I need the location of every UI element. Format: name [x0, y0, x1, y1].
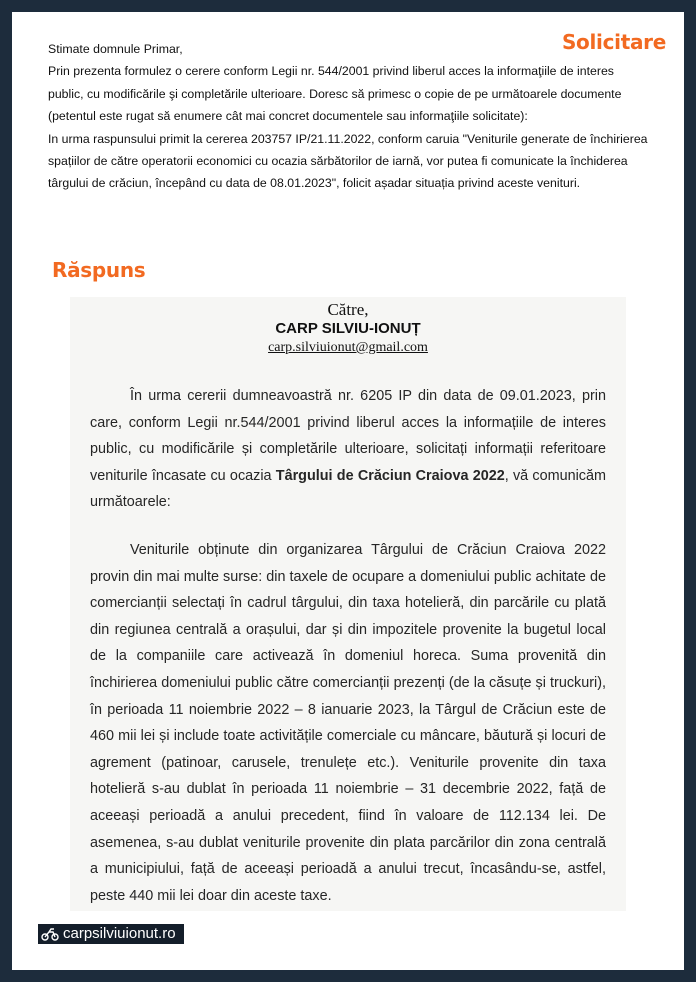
recipient-email [70, 338, 626, 358]
request-text-block [48, 38, 648, 195]
site-domain: carpsilviuionut.ro [63, 925, 176, 942]
response-intro-text: În urma cererii dumneavoastră nr. 6205 IP din data de 09.01.2023, prin care, conform Legii nr.544/2001 privind liberul acces la informațiile de interes public, cu modificările și completările ulterioare, solicitați informații referitoare veniturile încasate cu ocazia [90, 388, 606, 484]
request-salutation: Stimate domnule Primar, [48, 42, 183, 56]
request-section-label: Solicitare [561, 30, 666, 54]
response-revenue-text: Veniturile obținute din organizarea Târgului de Crăciun Craiova 2022 provin din mai multe surse: din taxele de ocupare a domeniului public achitate de comercianții selectați în cadrul târgului, din taxa hotelieră, din parcările cu plată din regiunea centrală a orașului, dar și din impozitele provenite la bugetul local de la companiile care activează în domeniul horeca. Suma provenită din închirierea domeniului public către comercianții prezenți (de la căsuțe și truckuri), în perioada 11 noiembrie 2022 – 8 ianuarie 2023, la Târgul de Crăciun este de 460 mii lei și include toate activitățile comerciale cu mâncare, băutură și locuri de agrement (patinoar, caruselе, trenulețe etc.). Veniturile provenite din taxa hotelieră s-au dublat în perioada 11 noiembrie – 31 decembrie 2022, față de aceeași perioadă a anului precedent, fiind în valoare de 112.134 lei. De asemenea, s-au dublat veniturile provenite din plata parcărilor din zona centrală a municipiului, față de aceeași perioadă a anului trecut, încasându-se, astfel, peste 440 mii lei doar din aceste taxe. [90, 542, 606, 904]
request-paragraph-details: In urma raspunsului primit la cererea 203757 IP/21.11.2022, conform caruia "Veniturile generate de închirierea spațiilor de către operatorii economici cu ocazia sărbătorilor de iarnă, vor putea fi comunicate la închiderea târgului de crăciun, începând cu data de 08.01.2023", folicit așadar situația privind aceste venituri. [48, 131, 648, 191]
request-paragraph-intro: Prin prezenta formulez o cerere conform Legii nr. 544/2001 privind liberul acces la informaţiile de interes public, cu modificările şi completările ulterioare. Doresc să primesc o copie de pe următoarele documente (petentul este rugat să enumere cât mai concret documentele sau informaţiile solicitate): [48, 64, 622, 124]
site-watermark [38, 924, 184, 944]
response-section-label: Răspuns [52, 258, 146, 282]
document-page [12, 12, 684, 970]
motorcycle-icon [41, 927, 59, 941]
response-letter-scan [70, 297, 626, 911]
response-intro-bold: Târgului de Crăciun Craiova 2022 [275, 467, 505, 484]
recipient-header: Către, [327, 300, 369, 319]
response-paragraph-revenue [90, 537, 606, 909]
recipient-email-text: carp.silviuionut@gmail.com [268, 340, 428, 355]
response-intro-end: , vă comunicăm următoarele: [90, 467, 606, 511]
recipient-name: CARP SILVIU-IONUȚ [275, 320, 421, 337]
response-paragraph-intro [90, 383, 606, 516]
